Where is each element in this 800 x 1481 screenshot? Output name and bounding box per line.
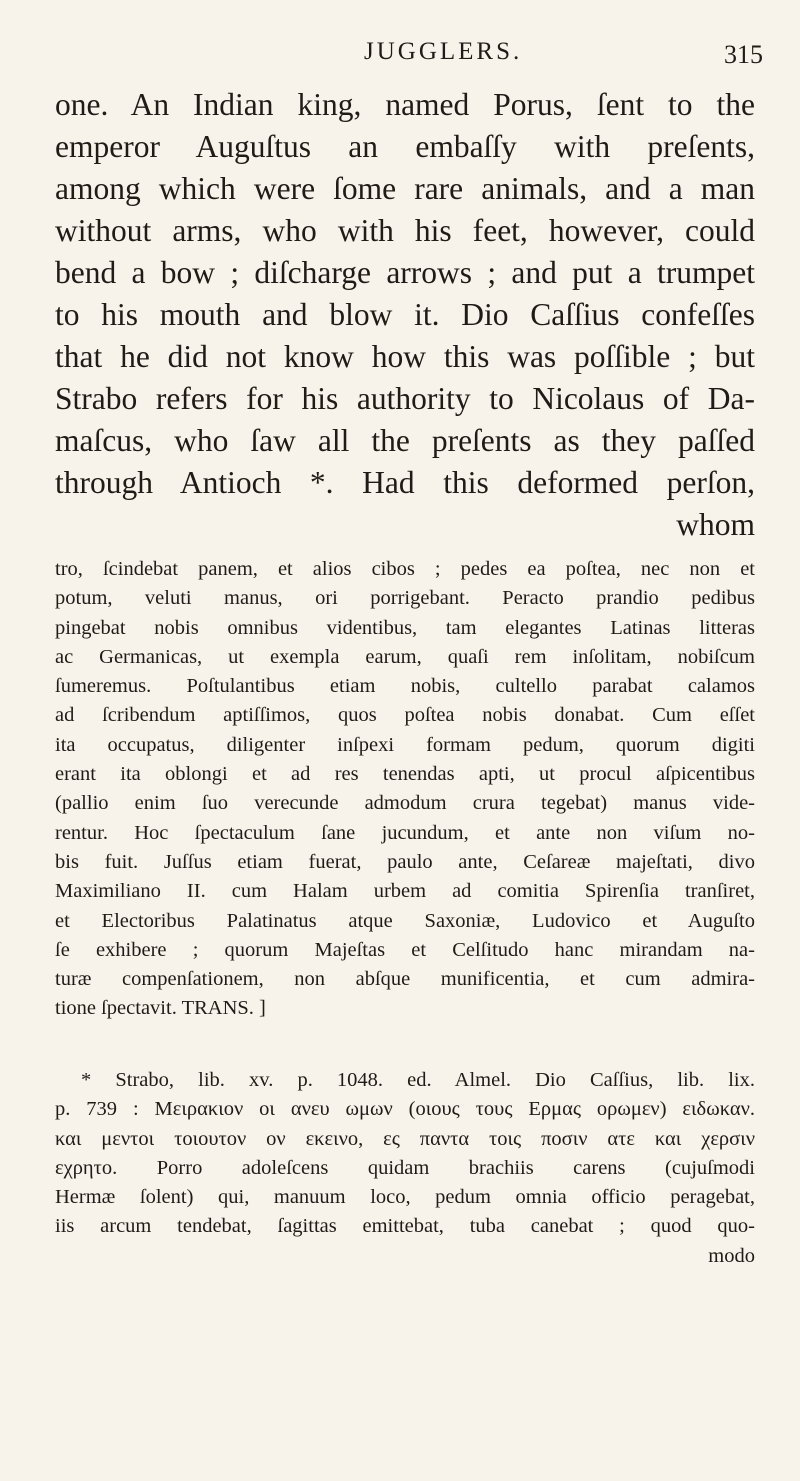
note-line: bis fuit. Juſſus etiam fuerat, paulo ante, Ceſareæ majeſtati, divo	[55, 850, 755, 873]
text-line: through Antioch *. Had this deformed perſon,	[55, 465, 755, 500]
note-line: (pallio enim ſuo verecunde admodum crura tegebat) manus vide-	[55, 792, 755, 815]
main-text	[55, 84, 755, 546]
note-line: rentur. Hoc ſpectaculum ſane jucundum, et ante non viſum no-	[55, 821, 755, 844]
note-line: erant ita oblongi et ad res tenendas apti, ut procul aſpicentibus	[55, 763, 755, 786]
note-line: potum, veluti manus, ori porrigebant. Peracto prandio pedibus	[55, 587, 755, 610]
footnote-line: p. 739 : Μειρακιον οι ανευ ωμων (οιους τους Ερμας ορωμεν) ειδωκαν.	[55, 1098, 755, 1121]
footnote	[55, 1066, 755, 1271]
text-line: Strabo refers for his authority to Nicolaus of Da-	[55, 381, 755, 416]
catchword: modo	[708, 1244, 755, 1267]
footnote-line: iis arcum tendebat, ſagittas emittebat, tuba canebat ; quod quo-	[55, 1215, 755, 1238]
catchword: whom	[676, 507, 755, 542]
note-line: Maximiliano II. cum Halam urbem ad comitia Spirenſia tranſiret,	[55, 880, 755, 903]
note-line: pingebat nobis omnibus videntibus, tam elegantes Latinas litteras	[55, 616, 755, 639]
page-number: 315	[724, 40, 763, 69]
footnote-line: * Strabo, lib. xv. p. 1048. ed. Almel. Dio Caſſius, lib. lix.	[81, 1069, 755, 1091]
running-head: JUGGLERS.	[364, 38, 523, 65]
note-line: tione ſpectavit. TRANS. ]	[55, 997, 266, 1020]
text-line: among which were ſome rare animals, and a man	[55, 171, 755, 206]
footnote-line: εχρητο. Porro adoleſcens quidam brachiis carens (cujuſmodi	[55, 1156, 755, 1179]
note-line: ſumeremus. Poſtulantibus etiam nobis, cultello parabat calamos	[55, 675, 755, 698]
note-line: turæ compenſationem, non abſque munificentia, et cum admira-	[55, 968, 755, 991]
text-line: one. An Indian king, named Porus, ſent to the	[55, 87, 755, 122]
note-line: ita occupatus, diligenter inſpexi formam pedum, quorum digiti	[55, 733, 755, 756]
text-line: emperor Auguſtus an embaſſy with preſents,	[55, 129, 755, 164]
latin-note	[55, 555, 755, 1024]
note-line: ſe exhibere ; quorum Majeſtas et Celſitudo hanc mirandam na-	[55, 938, 755, 961]
footnote-line: Hermæ ſolent) qui, manuum loco, pedum omnia officio peragebat,	[55, 1186, 755, 1209]
text-line: to his mouth and blow it. Dio Caſſius confeſſes	[55, 297, 755, 332]
note-line: et Electoribus Palatinatus atque Saxoniæ, Ludovico et Auguſto	[55, 909, 755, 932]
text-line: without arms, who with his feet, however, could	[55, 213, 755, 248]
text-line: that he did not know how this was poſſible ; but	[55, 339, 755, 374]
note-line: tro, ſcindebat panem, et alios cibos ; pedes ea poſtea, nec non et	[55, 558, 755, 580]
note-line: ad ſcribendum aptiſſimos, quos poſtea nobis donabat. Cum eſſet	[55, 704, 755, 727]
page-header	[0, 38, 800, 82]
note-line: ac Germanicas, ut exempla earum, quaſi rem inſolitam, nobiſcum	[55, 645, 755, 668]
text-line: bend a bow ; diſcharge arrows ; and put a trumpet	[55, 255, 755, 290]
footnote-line: και μεντοι τοιουτον ον εκεινο, ες παντα τοις ποσιν ατε και χερσιν	[55, 1127, 755, 1150]
text-line: maſcus, who ſaw all the preſents as they paſſed	[55, 423, 755, 458]
